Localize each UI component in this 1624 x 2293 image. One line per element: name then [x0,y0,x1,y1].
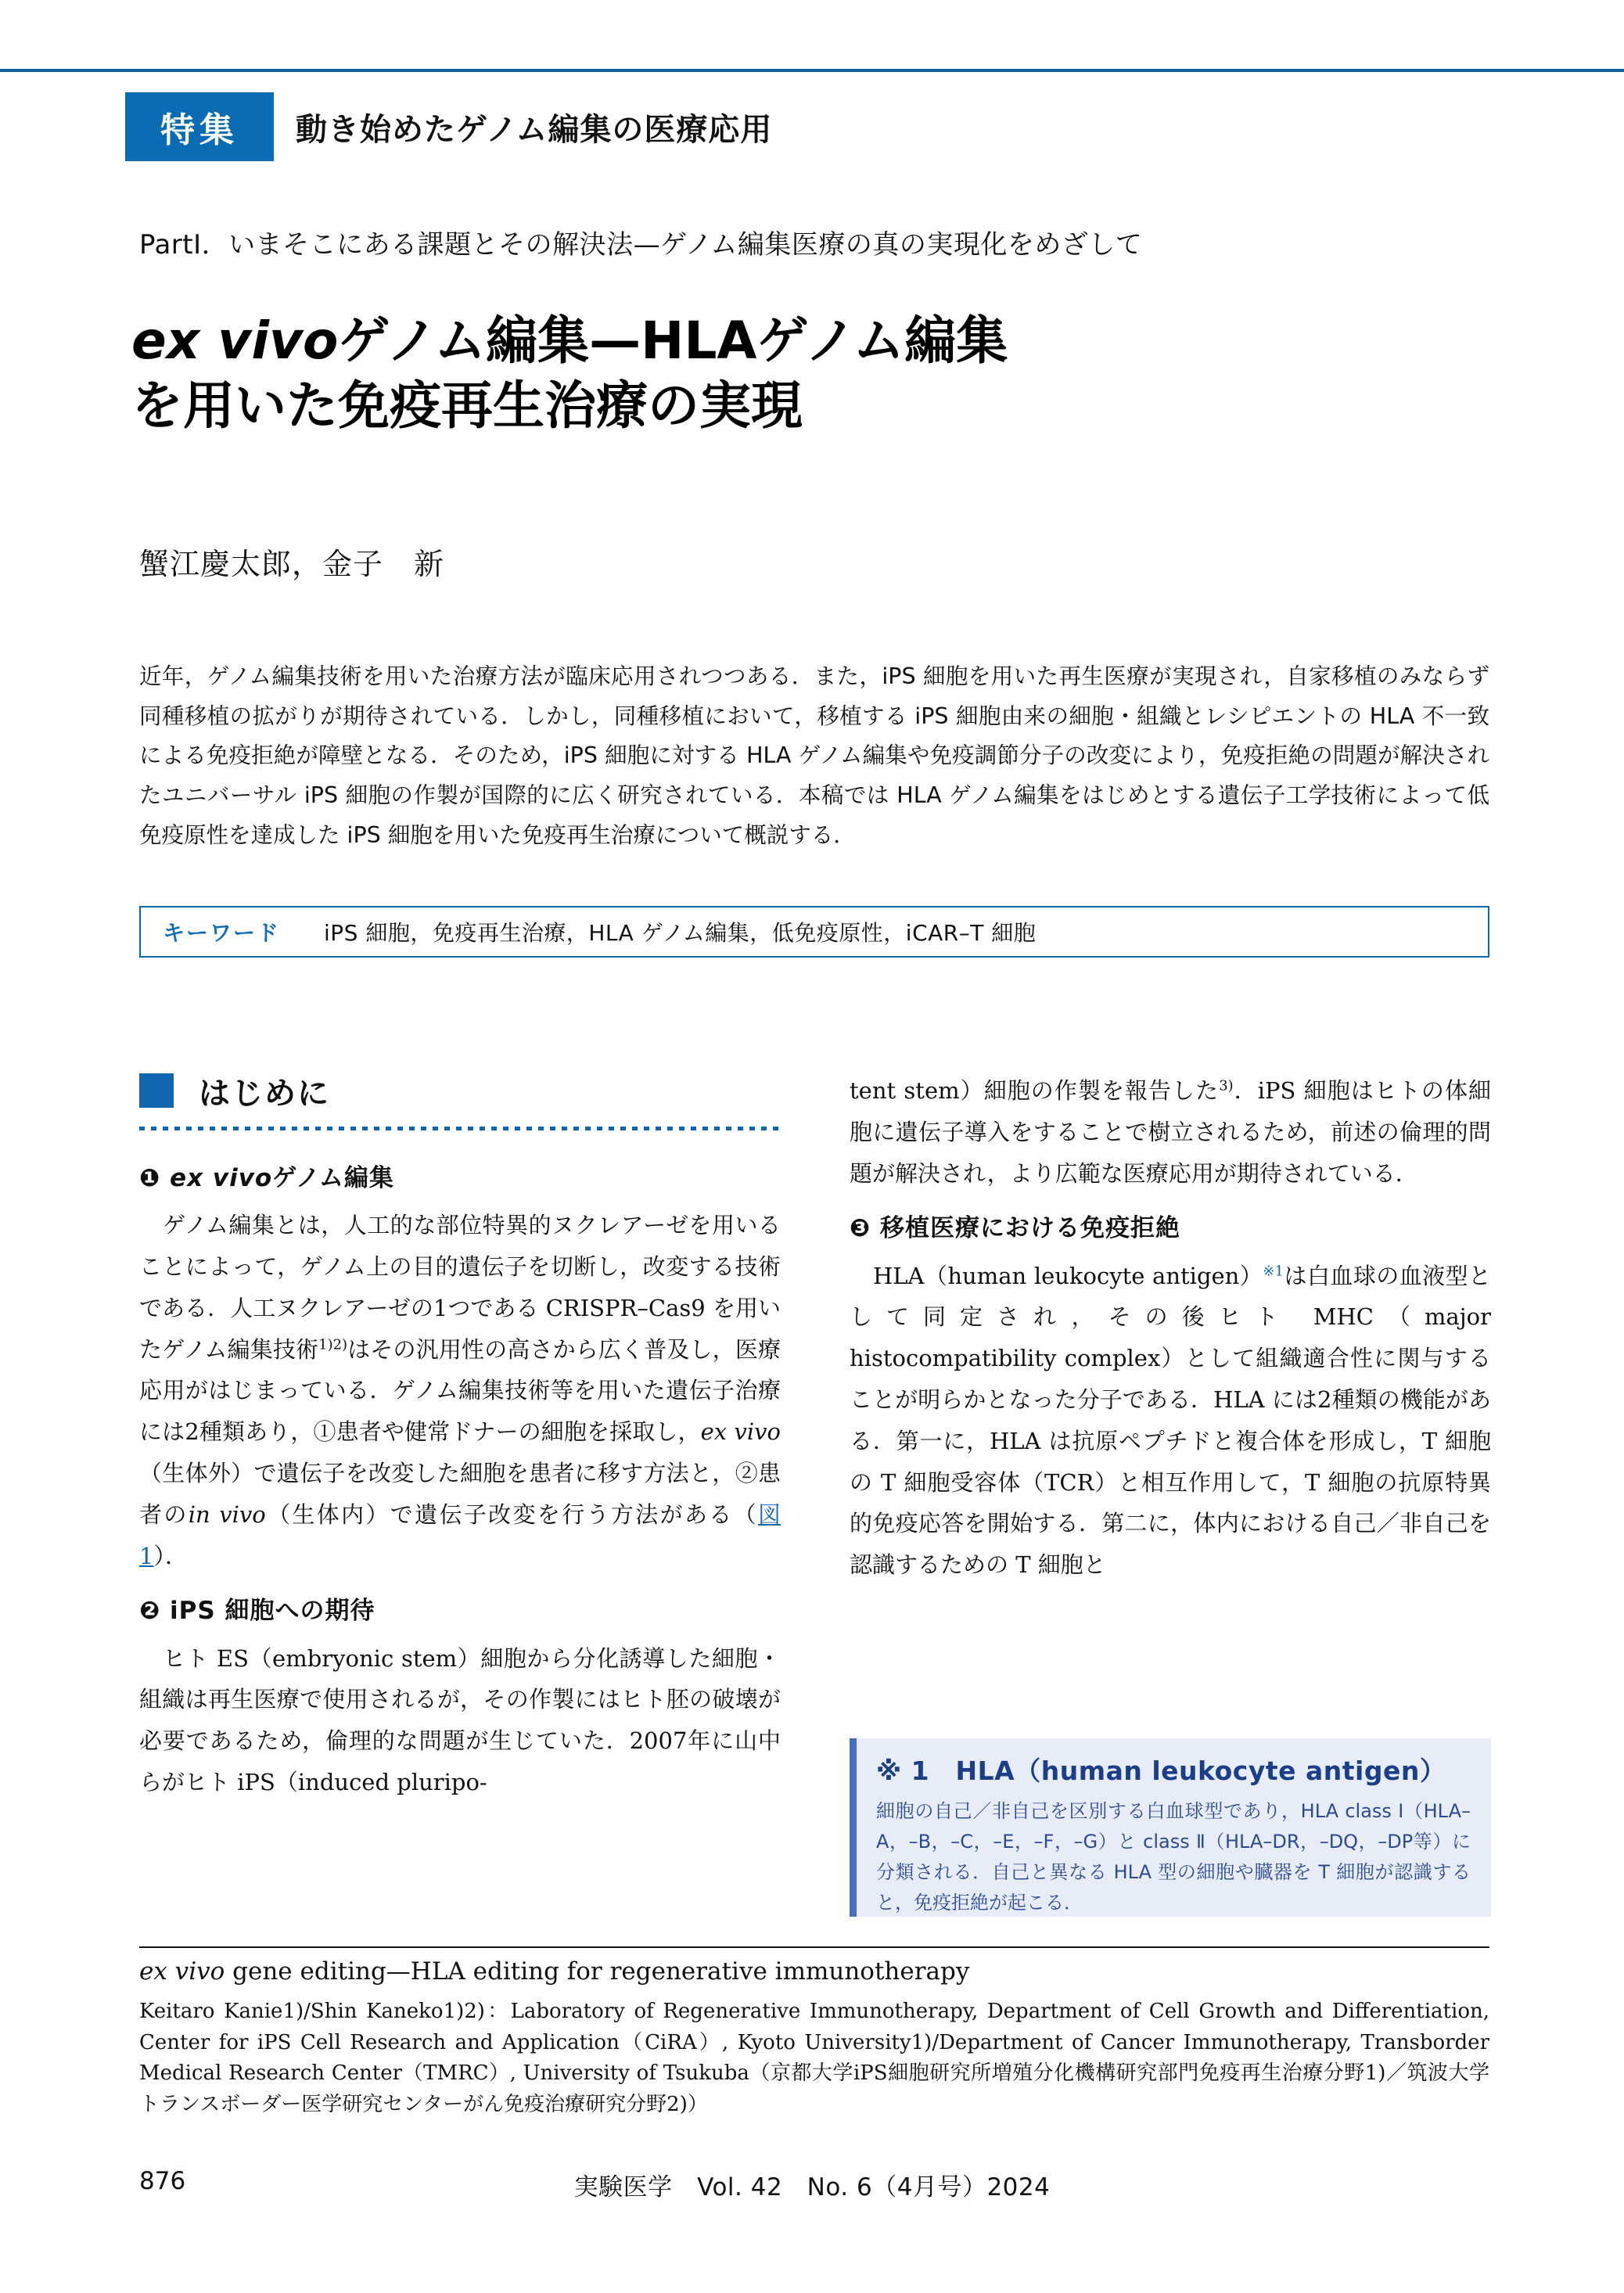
journal-footer: 実験医学 Vol. 42 No. 6（4月号）2024 [573,2173,1051,2201]
footnote-note-box [850,1738,1491,1917]
rp2-b: は白血球の血液型として同定され，その後ヒト MHC（major histocompatibility complex）として組織適合性に関与することが明らかとなった分子である．HLA には2種類の機能がある．第一に，HLA は抗原ペプチドと複合体を形成し，T 細胞の T 細胞受容体（TCR）と相互作用して，T 細胞の抗原特異的免疫応答を開始する．第二に，体内における自己／非自己を認識するための T 細胞と [850,1262,1491,1579]
abstract-text: 近年，ゲノム編集技術を用いた治療方法が臨床応用されつつある．また，iPS 細胞を用いた再生医療が実現され，自家移植のみならず同種移植の拡がりが期待されている．しかし，同種移植において，移植する iPS 細胞由来の細胞・組織とレシピエントの HLA 不一致による免疫拒絶が障壁となる．そのため，iPS 細胞に対する HLA ゲノム編集や免疫調節分子の改変により，免疫拒絶の問題が解決されたユニバーサル iPS 細胞の作製が国際的に広く研究されている．本稿では HLA ゲノム編集をはじめとする遺伝子工学技術によって低免疫原性を達成した iPS 細胞を用いた免疫再生治療について概説する． [139,663,1489,848]
section-heading [139,1070,781,1117]
keywords-box [139,906,1489,958]
rp1-b: ．iPS 細胞はヒトの体細胞に遺伝子導入をすることで樹立されるため，前述の倫理的問題が解決され，より広範な医療応用が期待されている． [850,1077,1491,1187]
subsection-1-italic: ex vivo [170,1164,273,1192]
title-italic-part: ex vivo [131,311,339,371]
lp1-e: ）． [153,1542,188,1569]
left-column [139,1156,781,1803]
keywords-value: iPS 細胞，免疫再生治療，HLA ゲノム編集，低免疫原性，iCAR–T 細胞 [324,920,1037,946]
lp1-c: （生体外）で遺伝子を改変した細胞を患者に移す方法と，②患者の [139,1460,781,1528]
title-line1-rest: ゲノム編集—HLAゲノム編集 [338,311,1008,371]
footnote-rule [139,1946,1489,1948]
header-tag: 特集 [125,92,274,161]
lp1-it2: in vivo [188,1501,266,1528]
subsection-3-heading: ❸ 移植医療における免疫拒絶 [850,1214,1181,1243]
right-paragraph-1 [850,1070,1491,1194]
page-number: 876 [139,2167,186,2195]
left-paragraph-1 [139,1205,781,1576]
part-line: PartⅠ．いまそこにある課題とその解決法—ゲノム編集医療の真の実現化をめざして [139,229,1143,261]
lp1-d: （生体内）で遺伝子改変を行う方法がある（ [265,1501,758,1528]
rp2-a: HLA（human leukocyte antigen） [873,1262,1263,1289]
keywords-label: キーワード [163,920,281,946]
header-rule [0,69,1624,72]
figure-1-link[interactable]: 図1 [139,1501,781,1569]
subsection-1-rest: ゲノム編集 [272,1164,394,1192]
footnote-affiliations: Keitaro Kanie1)/Shin Kaneko1)2)：Laboratory of Regenerative Immunotherapy, Department of Cell Growth and Differentiation, Center for iPS Cell Research and Application（CiRA）, Kyoto University1)/Department of Cancer Immunotherapy, Transborder Medical Research Center（TMRC）, University of Tsukuba（京都大学iPS細胞研究所増殖分化機構研究部門免疫再生治療分野1)／筑波大学トランスボーダー医学研究センターがん免疫治療研究分野2)） [139,2000,1489,2116]
note-accent-bar [850,1738,857,1917]
lp1-it1: ex vivo [700,1418,781,1446]
dotted-rule [139,1127,781,1130]
right-paragraph-2 [850,1256,1491,1586]
page-title [131,309,1508,438]
subsection-1-number: ❶ [139,1164,161,1192]
subsection-1-heading [139,1156,781,1200]
section-heading-label: はじめに [199,1076,330,1112]
lp1-b: はその汎用性の高さから広く普及し，医療応用がはじまっている．ゲノム編集技術等を用いた遺伝子治療には2種類あり，①患者や健常ドナーの細胞を採取し， [139,1335,781,1446]
rp1-a: tent stem）細胞の作製を報告した [850,1077,1220,1104]
rp1-sup: 3) [1219,1077,1234,1094]
note-title: ※ 1 HLA（human leukocyte antigen） [876,1756,1446,1786]
lp1-sup: 1)2) [318,1336,348,1353]
header-title: 動き始めたゲノム編集の医療応用 [296,112,773,148]
subsection-2-heading: ❷ iPS 細胞への期待 [139,1597,375,1626]
right-column [850,1070,1491,1586]
note-body: 細胞の自己／非自己を区別する白血球型であり，HLA class Ⅰ（HLA–A，–B，–C，–E，–F，–G）と class Ⅱ（HLA–DR，–DQ，–DP等）に分類される．自己と異なる HLA 型の細胞や臓器を T 細胞が認識すると，免疫拒絶が起こる． [876,1800,1471,1914]
note-reference-link[interactable]: ※1 [1263,1263,1284,1280]
footnote-title-rest: gene editing—HLA editing for regenerative immunotherapy [225,1957,970,1986]
lp1-a: ゲノム編集とは，人工的な部位特異的ヌクレアーゼを用いることによって，ゲノム上の目的遺伝子を切断し，改変する技術である．人工ヌクレアーゼの1つである CRISPR–Cas9 を用いたゲノム編集技術 [139,1212,781,1363]
authors: 蟹江慶太郎，金子 新 [139,547,445,581]
left-paragraph-2: ヒト ES（embryonic stem）細胞から分化誘導した細胞・組織は再生医療で使用されるが，その作製にはヒト胚の破壊が必要であるため，倫理的な問題が生じていた．2007年に山中らがヒト iPS（induced pluripo- [139,1644,781,1795]
abstract [139,657,1489,856]
footnote-title [139,1957,1489,1986]
title-line2: を用いた免疫再生治療の実現 [131,375,803,436]
footnote-title-italic: ex vivo [139,1957,225,1986]
square-bullet-icon [139,1073,174,1108]
